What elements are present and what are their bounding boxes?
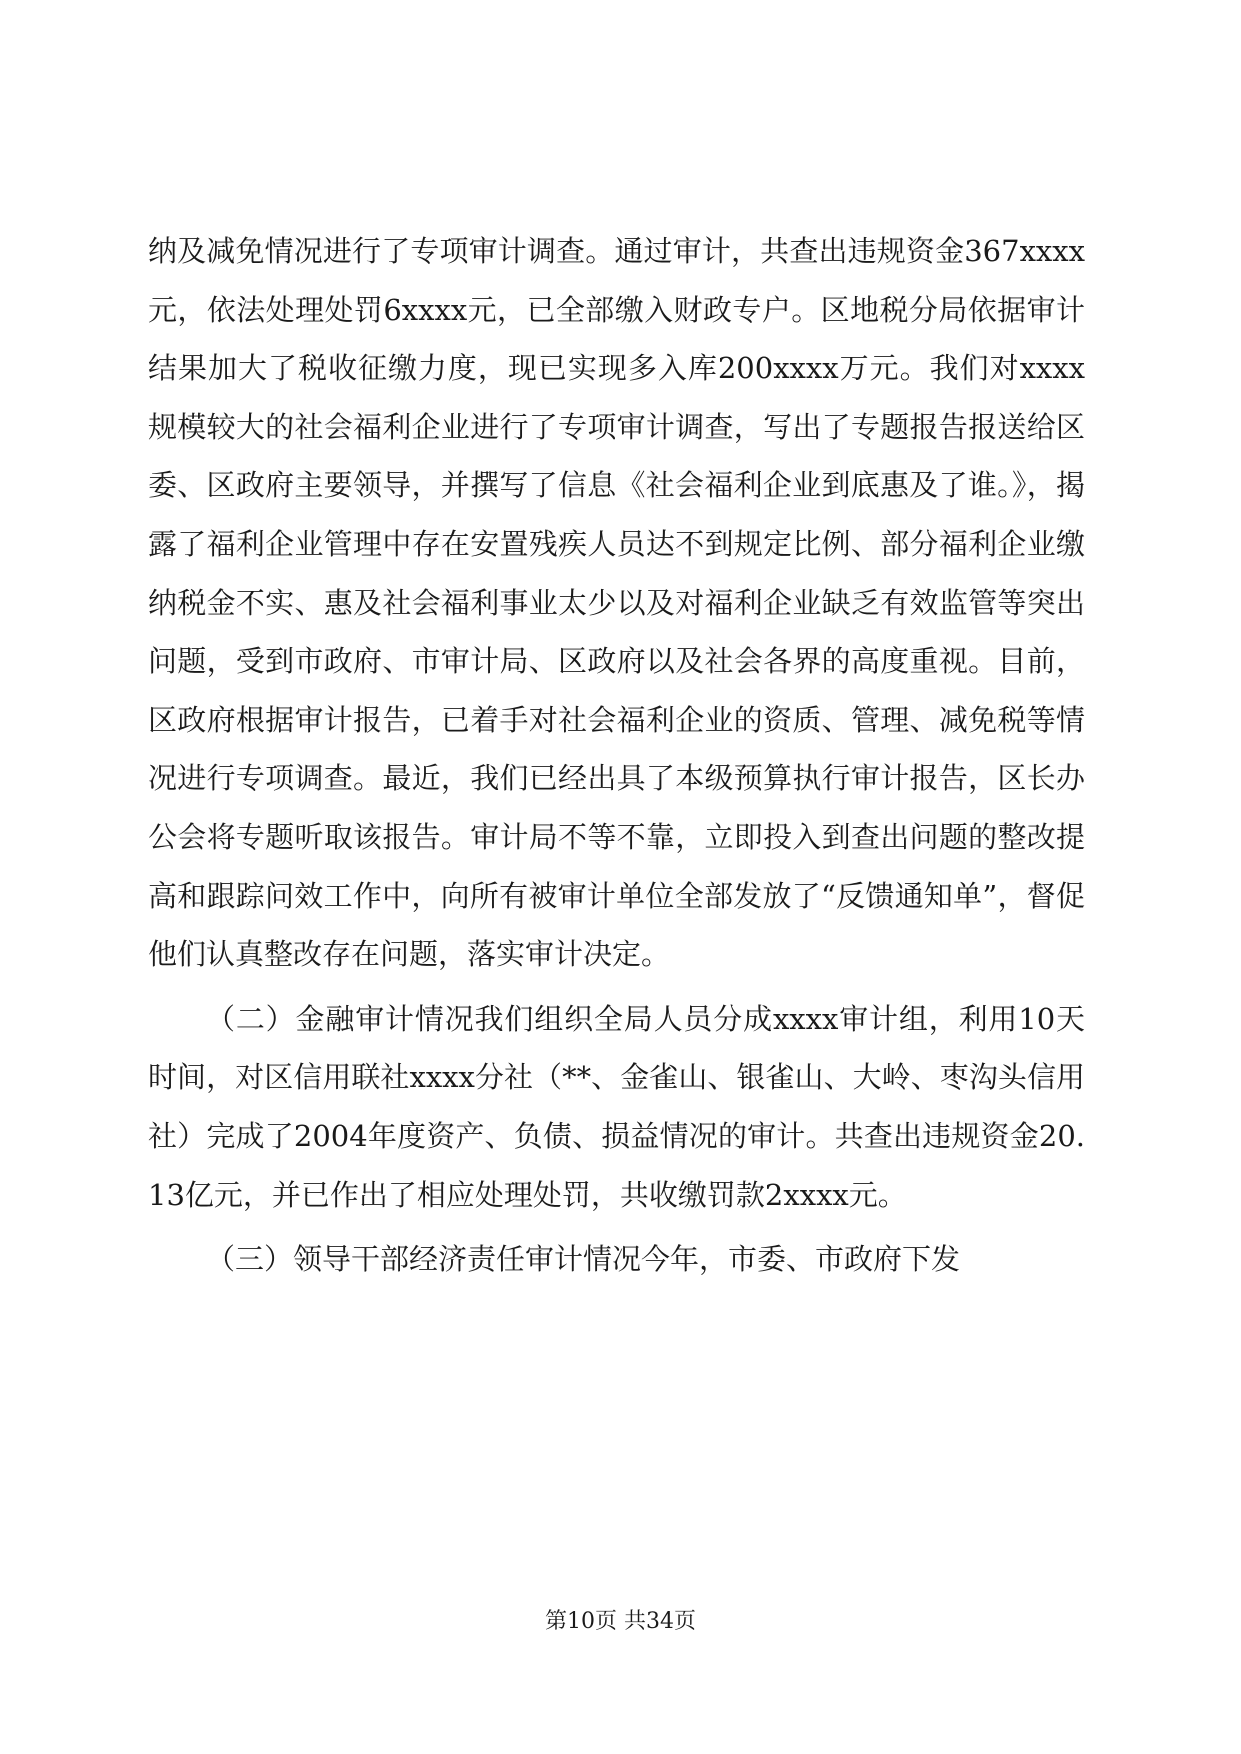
document-body: [148, 222, 1085, 1289]
paragraph-financial-audit: （二）金融审计情况我们组织全局人员分成xxxx审计组，利用10天时间，对区信用联社xxxx分社（**、金雀山、银雀山、大岭、枣沟头信用社）完成了2004年度资产、负债、损益情况的审计。共查出违规资金20.13亿元，并已作出了相应处理处罚，共收缴罚款2xxxx元。: [148, 1001, 1085, 1212]
paragraph-leader-audit: （三）领导干部经济责任审计情况今年，市委、市政府下发: [206, 1242, 961, 1277]
page-footer: 第10页 共34页: [545, 1609, 696, 1634]
paragraph-continuation: 纳及减免情况进行了专项审计调查。通过审计，共查出违规资金367xxxx元，依法处理处罚6xxxx元，已全部缴入财政专户。区地税分局依据审计结果加大了税收征缴力度，现已实现多入库200xxxx万元。我们对xxxx规模较大的社会福利企业进行了专项审计调查，写出了专题报告报送给区委、区政府主要领导，并撰写了信息《社会福利企业到底惠及了谁。》，揭露了福利企业管理中存在安置残疾人员达不到规定比例、部分福利企业缴纳税金不实、惠及社会福利事业太少以及对福利企业缺乏有效监管等突出问题，受到市政府、市审计局、区政府以及社会各界的高度重视。目前，区政府根据审计报告，已着手对社会福利企业的资质、管理、减免税等情况进行专项调查。最近，我们已经出具了本级预算执行审计报告，区长办公会将专题听取该报告。审计局不等不靠，立即投入到查出问题的整改提高和跟踪问效工作中，向所有被审计单位全部发放了“反馈通知单”，督促他们认真整改存在问题，落实审计决定。: [148, 234, 1085, 972]
